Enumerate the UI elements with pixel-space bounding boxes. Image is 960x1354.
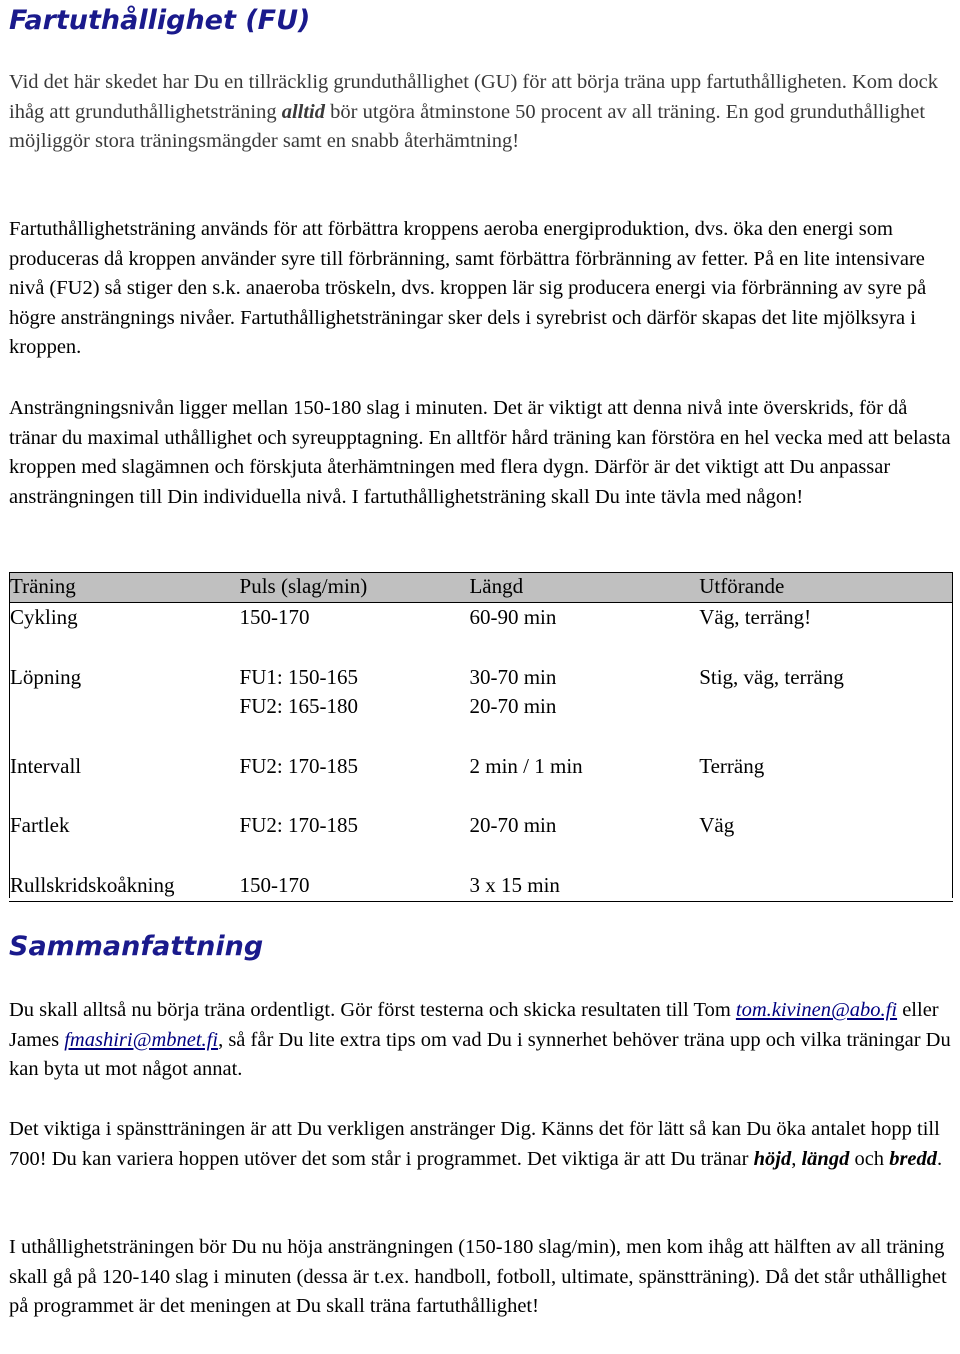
cell-pulse-line: FU2: 165-180 [239, 694, 358, 718]
cell-activity: Rullskridskoåkning [10, 872, 175, 897]
intro-paragraph [9, 68, 954, 157]
cell-activity: Cykling [10, 605, 78, 629]
summary2-separator: , [791, 1147, 802, 1170]
cell-activity: Intervall [10, 753, 82, 778]
cell-execution: Väg, terräng! [699, 605, 812, 629]
cell-length-line: 3 x 15 min [469, 872, 560, 897]
intro-text-1: Vid det här skedet har Du en tillräcklig grunduthållighet (GU) för att börja träna upp fartuthålligheten. Kom dock ihåg att grunduthållighetsträning [9, 71, 938, 123]
cell-pulse [239, 663, 469, 752]
emphasis-length: längd [801, 1147, 850, 1170]
cell-execution: Stig, väg, terräng [699, 664, 844, 689]
cell-pulse-line: FU2: 170-185 [239, 753, 358, 778]
summary2-text-a: Det viktiga i spänstträningen är att Du verkligen anstränger Dig. Känns det för lätt så kan Du öka antalet hopp till 700! Du kan variera hoppen utöver det som står i programmet. Det viktiga är att Du tränar [9, 1118, 940, 1170]
cell-length-line: 60-90 min [469, 605, 557, 629]
cell-pulse-line: 150-170 [239, 605, 310, 629]
table-row [9, 811, 953, 871]
header-length: Längd [468, 573, 698, 603]
cell-execution: Väg [699, 813, 735, 837]
cell-pulse-line: FU2: 170-185 [239, 813, 358, 837]
summary1-text-b: eller James [9, 999, 939, 1051]
summary-title: Sammanfattning [9, 931, 264, 962]
cell-length-line: 2 min / 1 min [469, 753, 583, 778]
cell-pulse [239, 871, 469, 902]
cell-length [468, 871, 698, 902]
cell-length [468, 663, 698, 752]
summary-paragraph-plyo [9, 1115, 954, 1174]
cell-pulse-line: 150-170 [239, 872, 310, 897]
intro-emphasis: alltid [281, 100, 326, 123]
cell-pulse-line: FU1: 150-165 [239, 664, 358, 689]
table-row [9, 752, 953, 812]
summary1-text-a: Du skall alltså nu börja träna ordentligt. Gör först testerna och skicka resultaten till Tom [9, 999, 736, 1021]
cell-execution: Terräng [699, 753, 765, 778]
cell-execution [698, 871, 953, 902]
intro-text-2: bör utgöra åtminstone 50 procent av all träning. En god grunduthållighet möjliggör stora träningsmängder samt en snabb återhämtning! [9, 100, 926, 152]
email-link-james[interactable]: fmashiri@mbnet.fi [64, 1028, 219, 1051]
header-pulse: Puls (slag/min) [239, 573, 469, 603]
cell-length-line: 20-70 min [469, 694, 557, 718]
table-header-row [9, 573, 953, 603]
table-row [9, 663, 953, 752]
summary1-text-c: , så får Du lite extra tips om vad Du i synnerhet behöver träna upp och vilka träningar Du kan byta ut mot något annat. [9, 1028, 951, 1080]
email-link-tom[interactable]: tom.kivinen@abo.fi [735, 999, 898, 1021]
summary-paragraph-endurance: I uthållighetsträningen bör Du nu höja ansträngningen (150-180 slag/min), men kom ihåg att hälften av all träning skall gå på 120-140 slag i minuten (dessa är t.ex. handboll, fotboll, ultimate, spänstträning). Då det står uthållighet på programmet är det meningen at Du skall träna fartuthållighet! [9, 1236, 947, 1317]
cell-pulse [239, 752, 469, 812]
cell-length [468, 811, 698, 871]
cell-activity: Fartlek [10, 813, 70, 837]
cell-pulse [239, 603, 469, 663]
training-table [9, 572, 953, 902]
page-title: Fartuthållighet (FU) [9, 5, 311, 36]
cell-length [468, 752, 698, 812]
header-execution: Utförande [698, 573, 953, 603]
cell-pulse [239, 811, 469, 871]
aerobic-paragraph: Fartuthållighetsträning används för att förbättra kroppens aeroba energiproduktion, dvs. öka den energi som produceras då kroppen använder syre till förbränning, samt förbättra förbränning av fetter. På en lite intensivare nivå (FU2) så stiger den s.k. anaeroba tröskeln, dvs. kroppen lär sig producera energi via förbränning av syre på högre ansträngnings nivåer. Fartuthållighetsträningar sker dels i syrebrist och därför skapas det lite mjölksyra i kroppen. [9, 218, 927, 358]
summary-paragraph-contact [9, 996, 954, 1085]
cell-activity: Löpning [10, 664, 82, 689]
table-row [9, 871, 953, 902]
emphasis-height: höjd [753, 1147, 792, 1170]
intensity-paragraph: Ansträngningsnivån ligger mellan 150-180 slag i minuten. Det är viktigt att denna nivå inte överskrids, för då tränar du maximal uthållighet och syreupptagning. En alltför hård träning kan förstöra en hel vecka med att belasta kroppen med slagämnen och förskjuta återhämtningen med flera dygn. Därför är det viktigt att Du anpassar ansträngningen till Din individuella nivå. I fartuthållighetsträning skall Du inte tävla med någon! [9, 397, 951, 508]
summary2-and: och [849, 1147, 890, 1170]
cell-length-line: 30-70 min [469, 664, 557, 689]
summary2-end: . [937, 1147, 943, 1170]
table-row [9, 603, 953, 663]
emphasis-width: bredd [889, 1147, 938, 1170]
cell-length [468, 603, 698, 663]
header-training: Träning [9, 573, 239, 603]
cell-length-line: 20-70 min [469, 813, 557, 837]
